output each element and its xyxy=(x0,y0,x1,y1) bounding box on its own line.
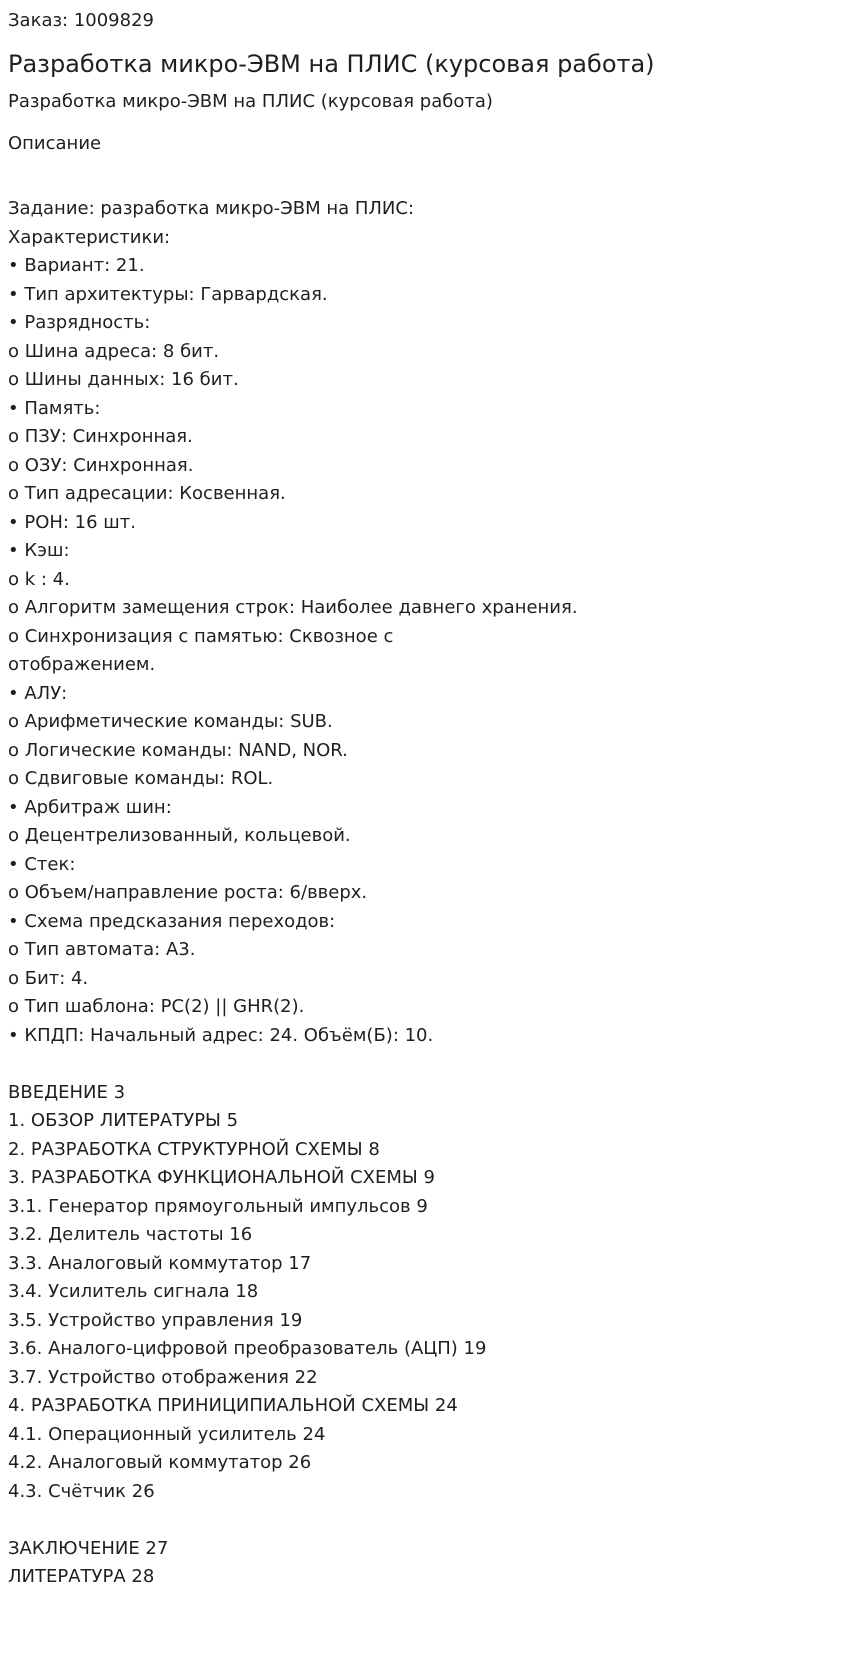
description-heading: Описание xyxy=(8,133,102,154)
page-subtitle: Разработка микро-ЭВМ на ПЛИС (курсовая работа) xyxy=(8,91,493,112)
toc-item: 4.3. Счётчик 26 xyxy=(8,1480,155,1502)
toc-item: 3.7. Устройство отображения 22 xyxy=(8,1366,318,1388)
description-line: • Тип архитектуры: Гарвардская. xyxy=(8,283,328,305)
toc-item: 4.2. Аналоговый коммутатор 26 xyxy=(8,1452,312,1473)
description-line: o k : 4. xyxy=(8,568,70,590)
toc-item: 4.1. Операционный усилитель 24 xyxy=(8,1423,326,1445)
toc-item: 3.5. Устройство управления 19 xyxy=(8,1309,303,1331)
description-line: Задание: разработка микро-ЭВМ на ПЛИС: xyxy=(8,198,415,219)
description-line: • Вариант: 21. xyxy=(8,255,145,276)
toc-item: 3. РАЗРАБОТКА ФУНКЦИОНАЛЬНОЙ СХЕМЫ 9 xyxy=(8,1167,435,1188)
description-line: o ПЗУ: Синхронная. xyxy=(8,426,193,447)
toc-item: 1. ОБЗОР ЛИТЕРАТУРЫ 5 xyxy=(8,1110,239,1131)
description-line: • АЛУ: xyxy=(8,682,68,704)
description-line: o Тип адресации: Косвенная. xyxy=(8,483,286,504)
description-line: • Разрядность: xyxy=(8,312,151,333)
toc-item: ВВЕДЕНИЕ 3 xyxy=(8,1081,126,1103)
description-line: o Тип шаблона: PC(2) || GHR(2). xyxy=(8,996,305,1017)
description-line: o Алгоритм замещения строк: Наиболее давнего хранения. xyxy=(8,597,578,618)
order-number: Заказ: 1009829 xyxy=(8,10,154,31)
toc-item: 3.2. Делитель частоты 16 xyxy=(8,1224,253,1245)
description-line: o Децентрелизованный, кольцевой. xyxy=(8,825,351,846)
page-title: Разработка микро-ЭВМ на ПЛИС (курсовая работа) xyxy=(8,50,655,78)
toc-item: 2. РАЗРАБОТКА СТРУКТУРНОЙ СХЕМЫ 8 xyxy=(8,1138,380,1160)
description-line: • Арбитраж шин: xyxy=(8,796,172,818)
description-line: • Память: xyxy=(8,397,101,419)
description-line: • РОН: 16 шт. xyxy=(8,511,136,533)
toc-item: 3.1. Генератор прямоугольный импульсов 9 xyxy=(8,1195,428,1217)
description-line: Характеристики: xyxy=(8,226,171,248)
description-line: o Логические команды: NAND, NOR. xyxy=(8,739,348,761)
description-line: o Арифметические команды: SUB. xyxy=(8,711,333,732)
toc-item: 3.4. Усилитель сигнала 18 xyxy=(8,1281,259,1302)
document-page xyxy=(0,10,847,1592)
description-line: • Схема предсказания переходов: xyxy=(8,910,336,932)
toc-item: ЗАКЛЮЧЕНИЕ 27 xyxy=(8,1537,169,1559)
description-block xyxy=(8,195,839,1050)
description-line: o Сдвиговые команды: ROL. xyxy=(8,768,274,789)
description-line: отображением. xyxy=(8,654,156,675)
description-line: o Шины данных: 16 бит. xyxy=(8,369,239,390)
description-line: • Стек: xyxy=(8,853,76,875)
description-line: o Шина адреса: 8 бит. xyxy=(8,340,220,362)
table-of-contents xyxy=(8,1079,839,1592)
description-line: o Бит: 4. xyxy=(8,967,89,989)
toc-item: ЛИТЕРАТУРА 28 xyxy=(8,1566,155,1587)
toc-spacer xyxy=(8,1506,839,1535)
description-line: o Тип автомата: A3. xyxy=(8,939,196,960)
toc-item: 3.6. Аналого-цифровой преобразователь (АЦП) 19 xyxy=(8,1338,487,1359)
description-line: o Объем/направление роста: 6/вверх. xyxy=(8,882,368,903)
description-line: • Кэш: xyxy=(8,540,70,561)
toc-item: 3.3. Аналоговый коммутатор 17 xyxy=(8,1252,312,1274)
description-line: o Синхронизация с памятью: Сквозное с xyxy=(8,625,394,647)
toc-item: 4. РАЗРАБОТКА ПРИНИЦИПИАЛЬНОЙ СХЕМЫ 24 xyxy=(8,1395,458,1416)
description-line: • КПДП: Начальный адрес: 24. Объём(Б): 10. xyxy=(8,1024,434,1046)
description-line: o ОЗУ: Синхронная. xyxy=(8,454,194,476)
